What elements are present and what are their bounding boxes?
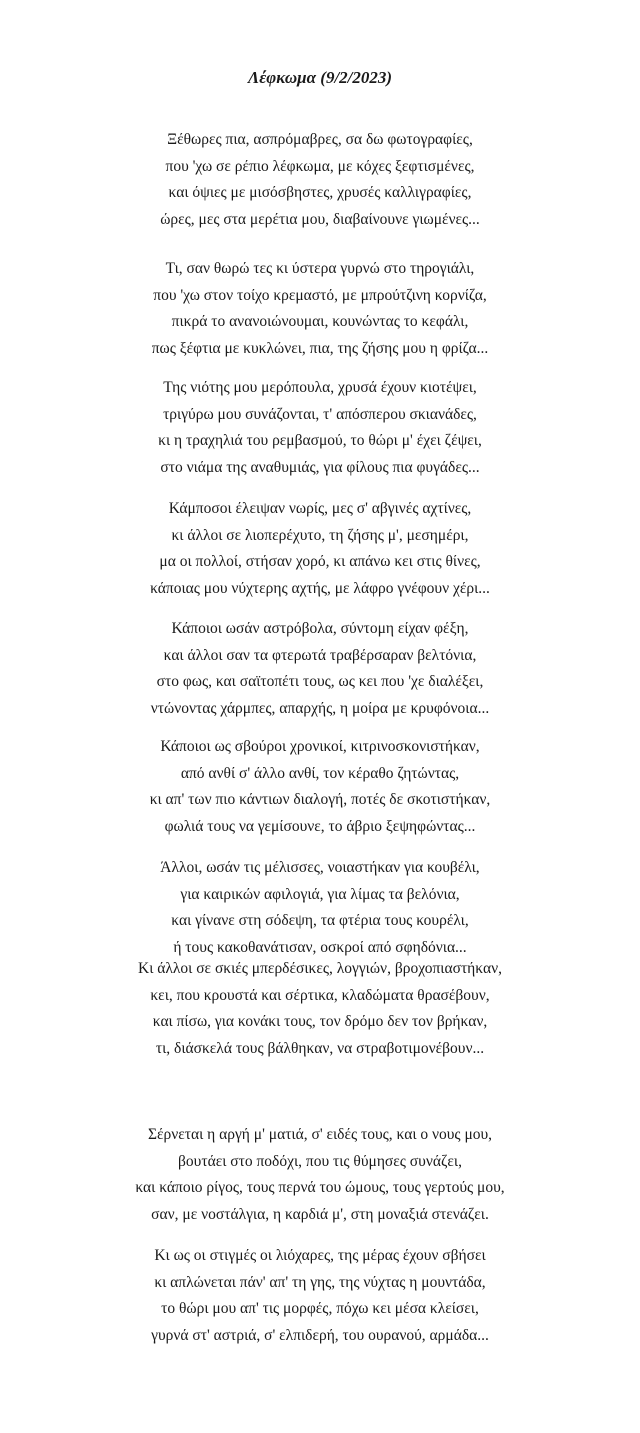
stanza-line: πικρά το ανανοιώνουμαι, κουνώντας το κεφάλι, [171, 313, 469, 330]
stanza-line: Κι άλλοι σε σκιές μπερδέσικες, λογγιών, βροχοπιαστήκαν, [138, 960, 502, 977]
stanza-line: βουτάει στο ποδόχι, που τις θύμησες συνάζει, [178, 1152, 462, 1170]
stanza-line: φωλιά τους να γεμίσουνε, το άβριο ξεψηφώντας... [164, 817, 476, 835]
poem-title: Λέφκωμα (9/2/2023) [247, 68, 393, 87]
stanza-line: και κάποιο ρίγος, τους περνά του ώμους, τους γερτούς μου, [135, 1179, 505, 1196]
stanza-line: ή τους κακοθανάτισαν, οσκροί από σφηδόνια... [173, 938, 467, 956]
stanza-line: από ανθί σ' άλλο ανθί, τον κέραθο ζητώντας, [180, 764, 460, 782]
stanza-line: και πίσω, για κονάκι τους, τον δρόμο δεν τον βρήκαν, [152, 1013, 488, 1030]
stanza-line: και άλλοι σαν τα φτερωτά τραβέρσαραν βελτόνια, [163, 646, 477, 664]
stanza-3 [0, 375, 640, 481]
stanza-1 [0, 127, 640, 233]
stanza-line: Άλλοι, ωσάν τις μέλισσες, νοιαστήκαν για κουβέλι, [160, 859, 480, 876]
stanza-line: Κι ως οι στιγμές οι λιόχαρες, της μέρας έχουν σβήσει [154, 1247, 486, 1264]
stanza-line: Σέρνεται η αργή μ' ματιά, σ' ειδές τους, και ο νους μου, [147, 1126, 493, 1143]
stanza-line: μα οι πολλοί, στήσαν χορό, κι απάνω κει στις θίνες, [159, 553, 481, 570]
stanza-line: κι άλλοι σε λιοπερέχυτο, τη ζήσης μ', μεσημέρι, [171, 526, 469, 544]
stanza-line: Κάποιοι ως σβούροι χρονικοί, κιτρινοσκονιστήκαν, [160, 738, 480, 755]
stanza-8 [0, 956, 640, 1062]
stanza-line: και όψιες με μισόσβηστες, χρυσές καλλιγραφίες, [168, 184, 472, 201]
stanza-line: κι απ' των πιο κάντιων διαλογή, ποτές δε σκοτιστήκαν, [149, 791, 491, 808]
stanza-line: Της νιότης μου μερόπουλα, χρυσά έχουν κιοτέψει, [163, 379, 477, 396]
stanza-9 [0, 1122, 640, 1228]
stanza-line: κι απλώνεται πάν' απ' τη γης, της νύχτας η μουντάδα, [154, 1273, 486, 1291]
stanza-line: και γίνανε στη σόδεψη, τα φτέρια τους κουρέλι, [171, 912, 469, 929]
stanza-line: το θώρι μου απ' τις μορφές, πόχω κει μέσα κλείσει, [161, 1300, 479, 1317]
stanza-line: Κάμποσοι έλειψαν νωρίς, μες σ' αβγινές αχτίνες, [168, 500, 472, 517]
stanza-2 [0, 256, 640, 362]
stanza-line: ντώνοντας χάρμπες, απαρχής, η μοίρα με κρυφόνοια... [150, 699, 490, 717]
stanza-5 [0, 616, 640, 722]
stanza-line: γυρνά στ' αστριά, σ' ελπιδερή, του ουρανού, αρμάδα... [151, 1326, 489, 1344]
stanza-line: ώρες, μες στα μερέτια μου, διαβαίνουνε γιωμένες... [160, 210, 480, 228]
stanza-10 [0, 1243, 640, 1349]
stanza-line: Κάποιοι ωσάν αστρόβολα, σύντομη είχαν φέξη, [171, 620, 469, 637]
stanza-line: που 'χω στον τοίχο κρεμαστό, με μπρούτζινη κορνίζα, [153, 286, 487, 304]
stanza-6 [0, 734, 640, 840]
stanza-line: Ξέθωρες πια, ασπρόμαβρες, σα δω φωτογραφίες, [167, 131, 473, 148]
stanza-line: κάποιας μου νύχτερης αχτής, με λάφρο γνέφουν χέρι... [150, 579, 490, 597]
stanza-4 [0, 496, 640, 602]
stanza-line: στο φως, και σαϊτοπέτι τους, ως κει που 'χε διαλέξει, [156, 673, 484, 690]
stanza-line: στο νιάμα της αναθυμιάς, για φίλους πια φυγάδες... [160, 458, 480, 476]
stanza-line: τι, διάσκελά τους βάλθηκαν, να στραβοτιμονέβουν... [155, 1039, 485, 1057]
stanza-line: τριγύρω μου συνάζονται, τ' απόσπερου σκιανάδες, [163, 405, 477, 423]
stanza-line: σαν, με νοστάλγια, η καρδιά μ', στη μοναξιά στενάζει. [151, 1205, 489, 1223]
stanza-line: Τι, σαν θωρώ τες κι ύστερα γυρνώ στο τηρογιάλι, [165, 260, 475, 277]
stanza-line: κει, που κρουστά και σέρτικα, κλαδώματα θρασέβουν, [150, 986, 490, 1004]
stanza-line: κι η τραχηλιά του ρεμβασμού, το θώρι μ' έχει ζέψει, [158, 432, 482, 449]
stanza-line: πως ξέφτια με κυκλώνει, πια, της ζήσης μου η φρίζα... [151, 339, 489, 357]
stanza-line: για καιρικών αφιλογιά, για λίμας τα βελόνια, [180, 885, 460, 903]
stanza-line: που 'χω σε ρέπιο λέφκωμα, με κόχες ξεφτισμένες, [165, 157, 475, 175]
stanza-7 [0, 855, 640, 961]
